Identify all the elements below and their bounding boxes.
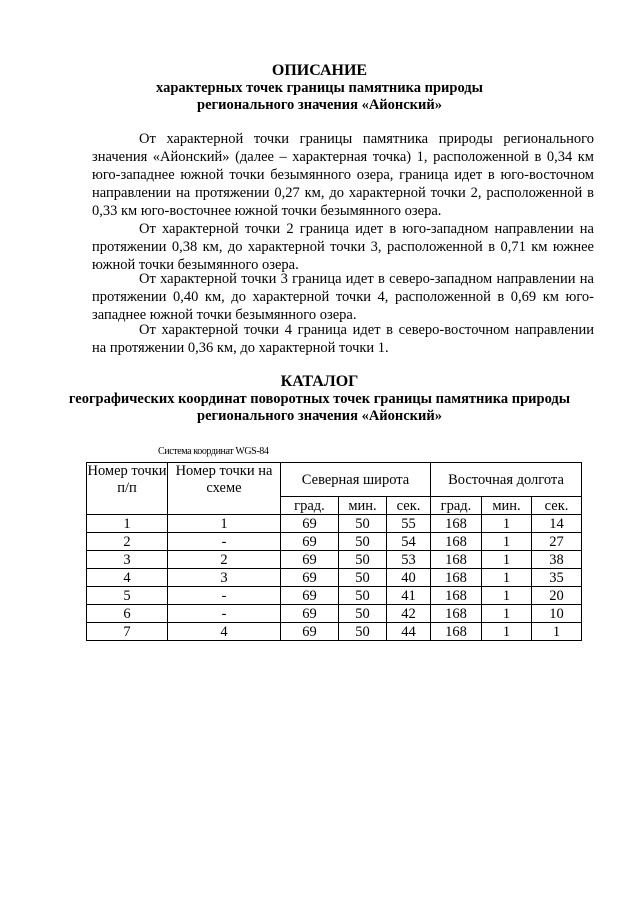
- cell-lat-sec: 42: [387, 605, 431, 623]
- header-lat-deg: град.: [281, 497, 339, 515]
- cell-lon-deg: 168: [431, 551, 482, 569]
- cell-lat-sec: 41: [387, 587, 431, 605]
- coordinates-table: [86, 462, 582, 641]
- description-paragraph-4: От характерной точки 4 граница идет в северо-восточном направлении на протяжении 0,36 км, до характерной точки 1.: [92, 322, 594, 356]
- coordinates-table-body: [87, 515, 582, 641]
- cell-lon-sec: 27: [532, 533, 582, 551]
- cell-number: 5: [87, 587, 168, 605]
- catalog-subtitle-line2: регионального значения «Айонский»: [197, 408, 442, 424]
- header-north-latitude: Северная широта: [281, 463, 431, 497]
- cell-lat-deg: 69: [281, 533, 339, 551]
- header-number: Номер точки п/п: [87, 463, 168, 515]
- cell-number: 3: [87, 551, 168, 569]
- cell-lat-min: 50: [339, 515, 387, 533]
- cell-lon-deg: 168: [431, 569, 482, 587]
- header-lon-deg: град.: [431, 497, 482, 515]
- table-row: [87, 605, 582, 623]
- table-row: [87, 587, 582, 605]
- description-title: ОПИСАНИЕ: [271, 62, 368, 79]
- cell-lat-sec: 53: [387, 551, 431, 569]
- cell-lat-min: 50: [339, 551, 387, 569]
- cell-lat-min: 50: [339, 605, 387, 623]
- cell-lat-deg: 69: [281, 623, 339, 641]
- catalog-subtitle-line1: географических координат поворотных точек границы памятника природы: [68, 391, 571, 407]
- cell-lat-min: 50: [339, 623, 387, 641]
- cell-scheme-number: -: [168, 587, 281, 605]
- coordinate-system-label: Система координат WGS-84: [158, 446, 269, 457]
- table-row: [87, 569, 582, 587]
- table-row: [87, 515, 582, 533]
- cell-lat-deg: 69: [281, 551, 339, 569]
- cell-number: 2: [87, 533, 168, 551]
- cell-number: 6: [87, 605, 168, 623]
- description-subtitle-line2: регионального значения «Айонский»: [197, 97, 442, 113]
- cell-lon-min: 1: [482, 623, 532, 641]
- cell-lat-min: 50: [339, 533, 387, 551]
- cell-lon-min: 1: [482, 533, 532, 551]
- cell-lon-deg: 168: [431, 587, 482, 605]
- cell-scheme-number: 1: [168, 515, 281, 533]
- cell-scheme-number: 2: [168, 551, 281, 569]
- cell-lat-sec: 44: [387, 623, 431, 641]
- cell-lat-deg: 69: [281, 515, 339, 533]
- cell-lat-deg: 69: [281, 605, 339, 623]
- cell-lon-sec: 35: [532, 569, 582, 587]
- cell-lon-deg: 168: [431, 623, 482, 641]
- header-lat-sec: сек.: [387, 497, 431, 515]
- cell-lon-min: 1: [482, 587, 532, 605]
- description-paragraph-1: От характерной точки границы памятника природы регионального значения «Айонский» (далее – характерная точка) 1, расположенной в 0,34 км юго-западнее южной точки безымянного озера, граница идет в юго-восточном направлении на протяжении 0,27 км, до характерной точки 2, расположенной в 0,33 км юго-восточнее южной точки безымянного озера.: [92, 131, 594, 219]
- description-paragraph-3: От характерной точки 3 граница идет в северо-западном направлении на протяжении 0,40 км, до характерной точки 4, расположенной в 0,69 км юго-западнее южной точки безымянного озера.: [92, 271, 594, 323]
- cell-lon-min: 1: [482, 551, 532, 569]
- cell-lat-min: 50: [339, 587, 387, 605]
- cell-scheme-number: 4: [168, 623, 281, 641]
- cell-lat-sec: 40: [387, 569, 431, 587]
- cell-lon-deg: 168: [431, 605, 482, 623]
- cell-lon-min: 1: [482, 515, 532, 533]
- table-row: [87, 623, 582, 641]
- header-scheme-number: Номер точки на схеме: [168, 463, 281, 515]
- cell-lon-sec: 14: [532, 515, 582, 533]
- header-lat-min: мин.: [339, 497, 387, 515]
- cell-lon-deg: 168: [431, 515, 482, 533]
- description-subtitle-line1: характерных точек границы памятника природы: [156, 80, 483, 96]
- cell-lon-min: 1: [482, 605, 532, 623]
- table-row: [87, 533, 582, 551]
- cell-lon-min: 1: [482, 569, 532, 587]
- cell-lat-sec: 54: [387, 533, 431, 551]
- cell-scheme-number: 3: [168, 569, 281, 587]
- cell-lat-min: 50: [339, 569, 387, 587]
- cell-number: 1: [87, 515, 168, 533]
- cell-lon-sec: 38: [532, 551, 582, 569]
- cell-lon-sec: 10: [532, 605, 582, 623]
- header-east-longitude: Восточная долгота: [431, 463, 582, 497]
- cell-lat-deg: 69: [281, 587, 339, 605]
- cell-lat-deg: 69: [281, 569, 339, 587]
- table-row: [87, 551, 582, 569]
- cell-lon-sec: 20: [532, 587, 582, 605]
- header-lon-sec: сек.: [532, 497, 582, 515]
- cell-lon-deg: 168: [431, 533, 482, 551]
- cell-scheme-number: -: [168, 605, 281, 623]
- cell-lon-sec: 1: [532, 623, 582, 641]
- cell-scheme-number: -: [168, 533, 281, 551]
- cell-lat-sec: 55: [387, 515, 431, 533]
- description-paragraph-2: От характерной точки 2 граница идет в юго-западном направлении на протяжении 0,38 км, до характерной точки 3, расположенной в 0,71 км южнее южной точки безымянного озера.: [92, 221, 594, 273]
- header-lon-min: мин.: [482, 497, 532, 515]
- catalog-title: КАТАЛОГ: [280, 373, 359, 390]
- cell-number: 7: [87, 623, 168, 641]
- cell-number: 4: [87, 569, 168, 587]
